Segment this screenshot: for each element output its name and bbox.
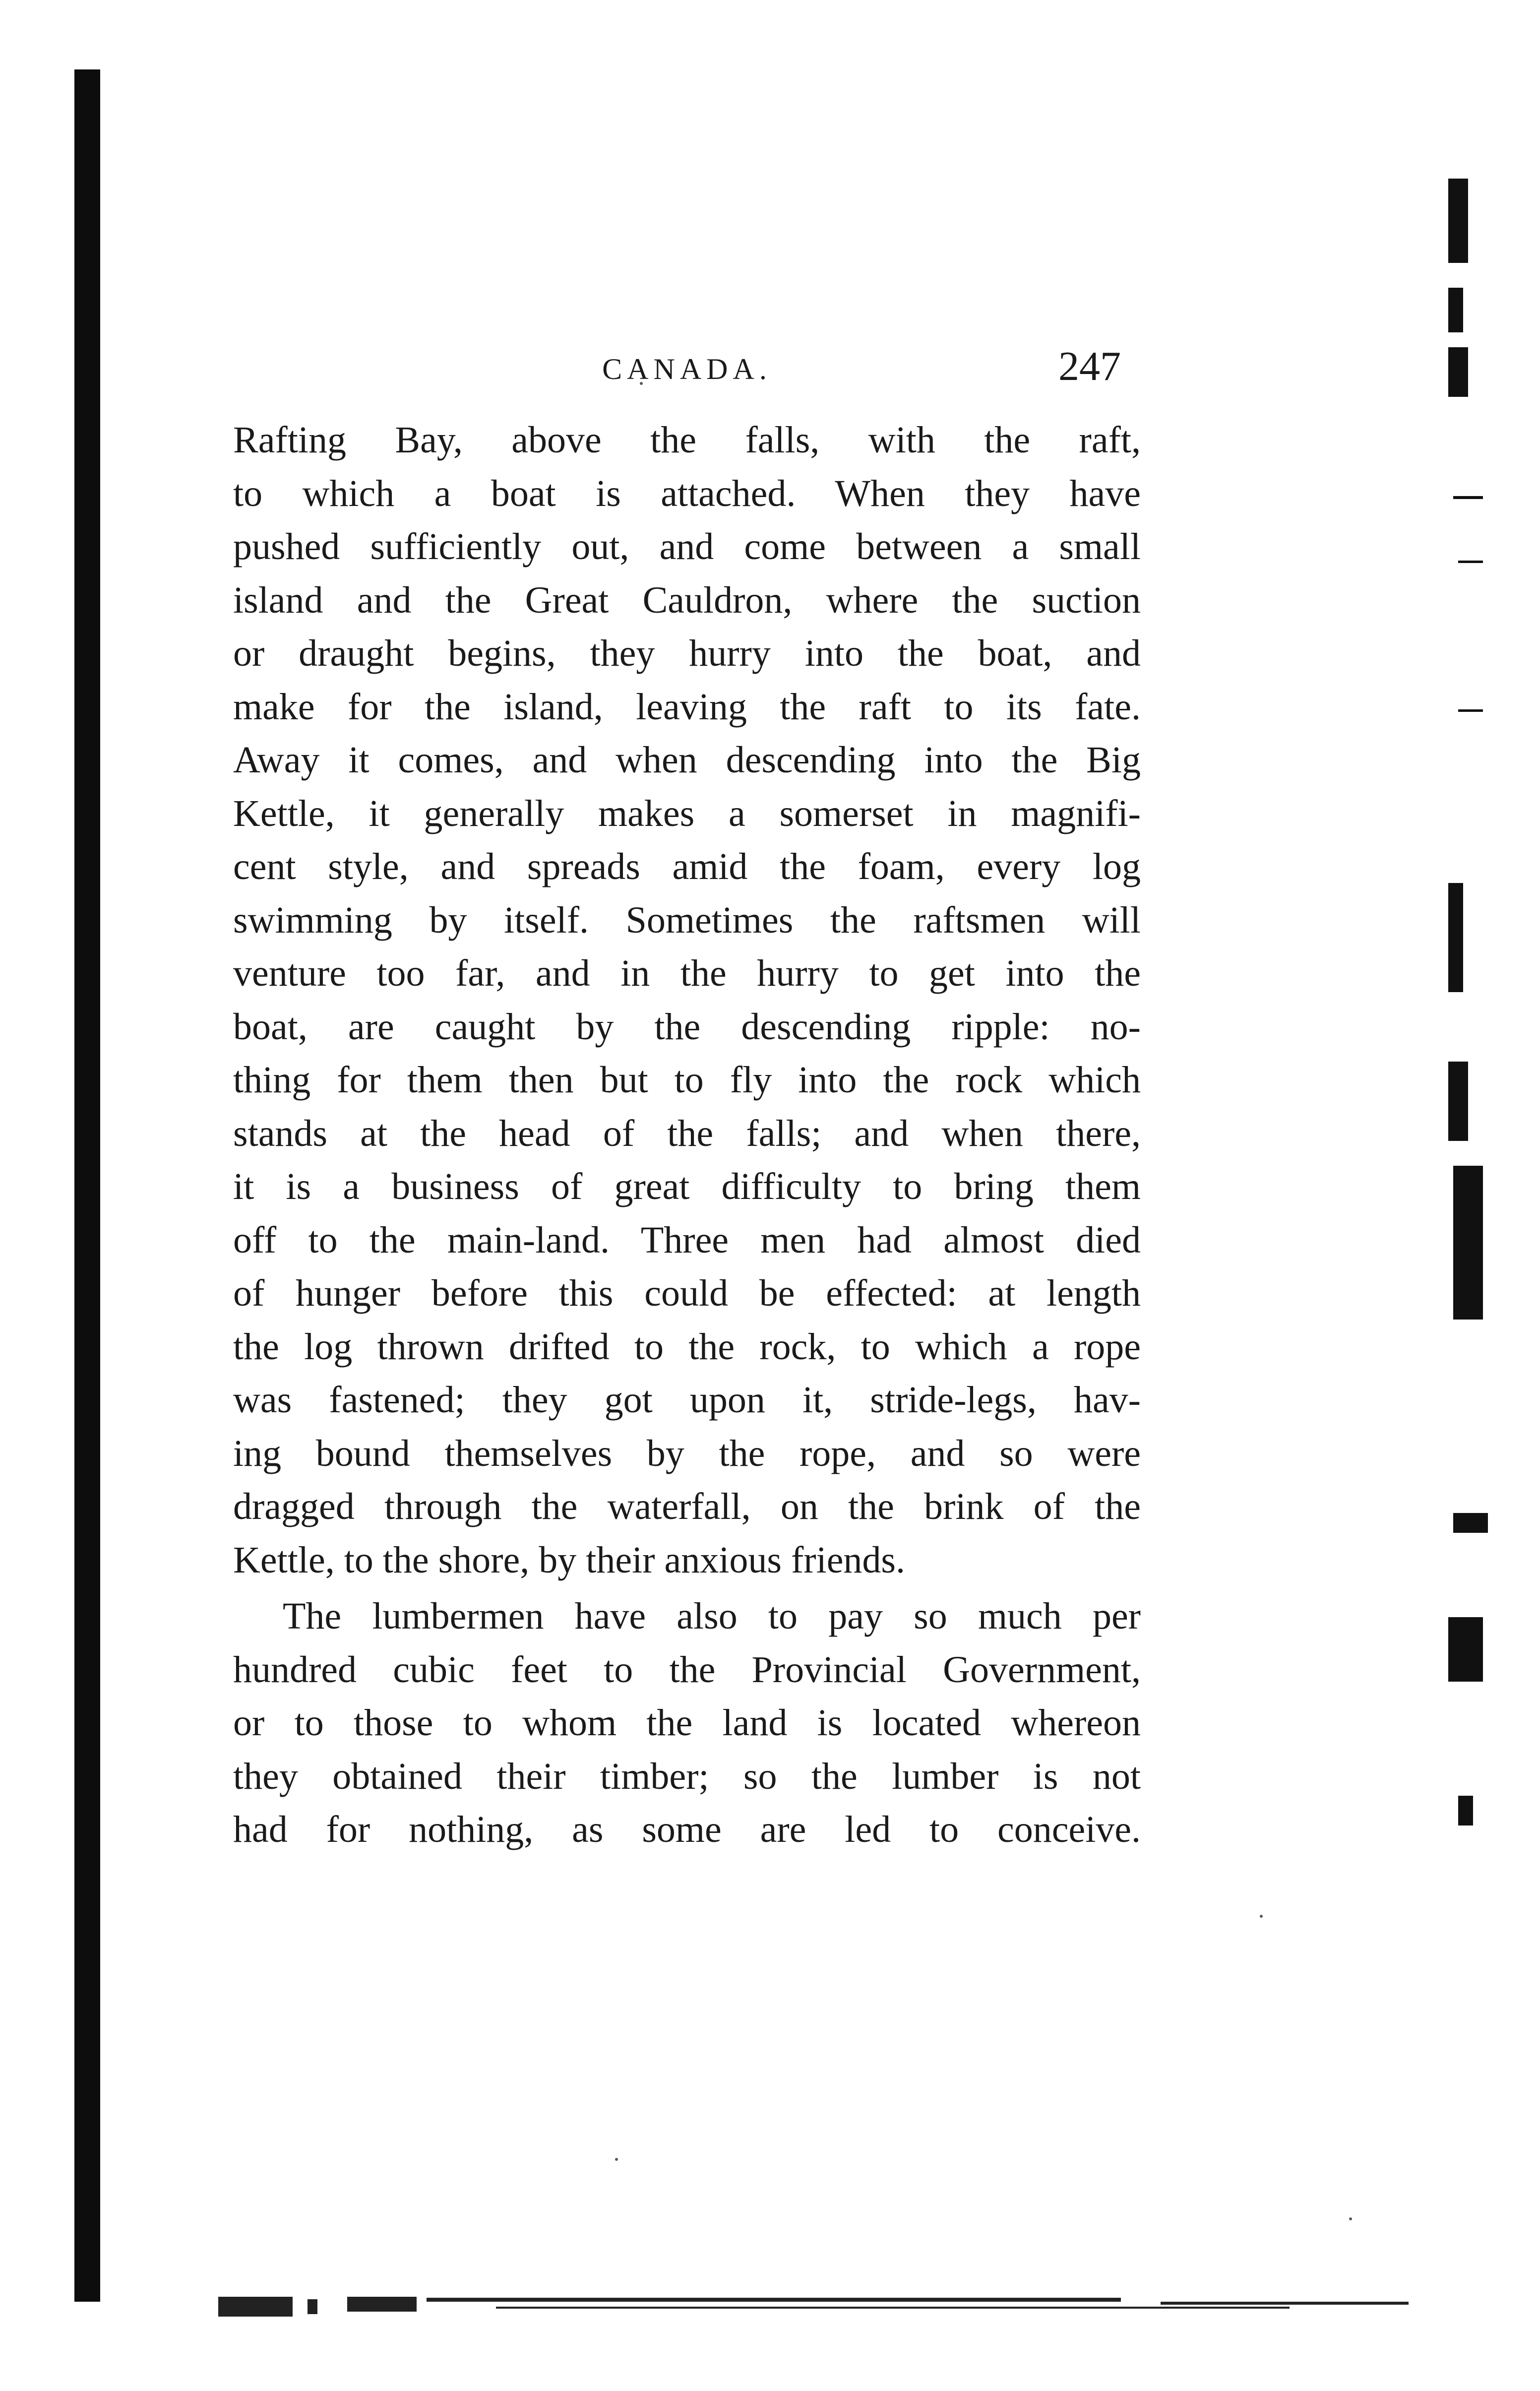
paragraph-1 <box>233 414 1141 1587</box>
text-line: swimming by itself. Sometimes the raftsmen will <box>233 899 1141 941</box>
text-line: Kettle, it generally makes a somerset in magnifi- <box>233 792 1141 834</box>
text-line: or to those to whom the land is located whereon <box>233 1702 1141 1744</box>
text-line: cent style, and spreads amid the foam, every log <box>233 846 1141 887</box>
text-line: off to the main-land. Three men had almost died <box>233 1219 1141 1261</box>
dust-speck <box>1260 1915 1263 1918</box>
facing-page-bleed <box>1438 149 1523 2282</box>
text-line: island and the Great Cauldron, where the suction <box>233 579 1141 621</box>
text-line: or draught begins, they hurry into the boat, and <box>233 632 1141 674</box>
book-page <box>233 342 1141 1857</box>
text-line: pushed sufficiently out, and come between a small <box>233 526 1141 567</box>
text-line: the log thrown drifted to the rock, to which a rope <box>233 1325 1141 1368</box>
text-line: thing for them then but to fly into the rock which <box>233 1059 1141 1101</box>
text-line: they obtained their timber; so the lumber is not <box>233 1755 1141 1797</box>
text-line: The lumbermen have also to pay so much per <box>283 1595 1141 1637</box>
text-line: dragged through the waterfall, on the brink of the <box>233 1486 1141 1527</box>
text-line: Kettle, to the shore, by their anxious friends. <box>233 1539 906 1581</box>
paragraph-2 <box>233 1590 1141 1857</box>
text-line: it is a business of great difficulty to bring them <box>233 1166 1141 1207</box>
text-line: to which a boat is attached. When they have <box>233 472 1141 514</box>
text-line: boat, are caught by the descending ripple: no- <box>233 1006 1141 1048</box>
text-line: had for nothing, as some are led to conceive. <box>233 1809 1141 1850</box>
text-line: Away it comes, and when descending into the Big <box>233 739 1141 781</box>
text-line: hundred cubic feet to the Provincial Government, <box>233 1648 1141 1691</box>
text-line: venture too far, and in the hurry to get into the <box>233 952 1141 994</box>
text-line: Rafting Bay, above the falls, with the raft, <box>233 419 1141 461</box>
dust-speck <box>1349 2217 1352 2220</box>
text-line: stands at the head of the falls; and when there, <box>233 1112 1141 1154</box>
text-line: of hunger before this could be effected: at length <box>233 1272 1141 1314</box>
running-head <box>233 342 1141 397</box>
text-line: make for the island, leaving the raft to its fate. <box>233 686 1141 728</box>
running-head-title: CANADA. <box>602 353 772 385</box>
text-line: ing bound themselves by the rope, and so were <box>233 1432 1141 1474</box>
dust-speck <box>615 2158 618 2161</box>
bottom-edge-bleed <box>218 2287 1433 2327</box>
page-number: 247 <box>1058 343 1121 389</box>
text-line: was fastened; they got upon it, stride-legs, hav- <box>233 1379 1141 1421</box>
body-text <box>233 414 1141 1857</box>
binding-edge-shadow <box>74 69 100 2302</box>
